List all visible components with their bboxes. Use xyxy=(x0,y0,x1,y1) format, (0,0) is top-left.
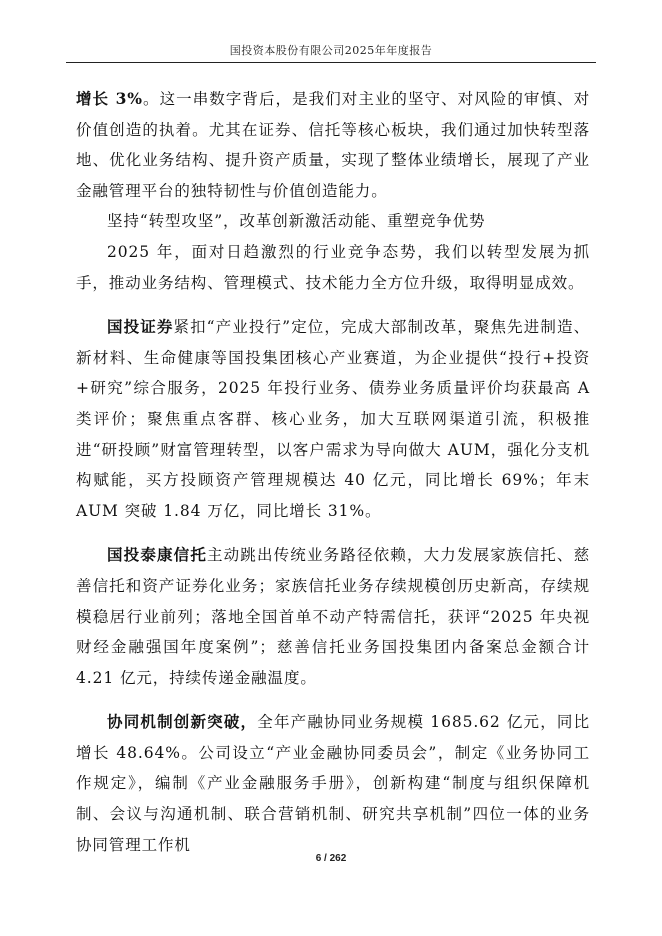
header-divider xyxy=(66,62,596,63)
paragraph-text: 全年产融协同业务规模 1685.62 亿元，同比增长 48.64%。公司设立“产业金融协同委员会”，制定《业务协同工作规定》，编制《产业金融服务手册》，创新构建“制度与组织保障机制、会议与沟通机制、联合营销机制、研究共享机制”四位一体的业务协同管理工作机 xyxy=(76,713,590,854)
paragraph-intro: 2025 年，面对日趋激烈的行业竞争态势，我们以转型发展为抓手，推动业务结构、管理模式、技术能力全方位升级，取得明显成效。 xyxy=(76,242,590,292)
bold-lead: 协同机制创新突破， xyxy=(107,712,258,732)
bold-lead: 增长 3% xyxy=(76,89,143,108)
paragraph-performance xyxy=(76,84,590,206)
paragraph-text: 紧扣“产业投行”定位，完成大部制改革，聚焦先进制造、新材料、生命健康等国投集团核心产业赛道，为企业提供“投行+投资+研究”综合服务，2025 年投行业务、债券业务质量评价均获最高 A 类评价；聚焦重点客群、核心业务，加大互联网渠道引流，积极推进“研投顾”财富管理转型，以客户需求为导向做大 AUM，强化分支机构赋能，买方投顾资产管理规模达 40 亿元，同比增长 69%；年末 AUM 突破 1.84 万亿，同比增长 31%。 xyxy=(76,318,590,520)
paragraph-trust xyxy=(76,540,590,693)
document-body xyxy=(76,84,590,860)
bold-lead: 国投证券 xyxy=(107,317,174,337)
paragraph-synergy xyxy=(76,707,590,860)
paragraph-securities xyxy=(76,312,590,526)
paragraph-text: 。这一串数字背后，是我们对主业的坚守、对风险的审慎、对价值创造的执着。尤其在证券、信托等核心板块，我们通过加快转型落地、优化业务结构、提升资产质量，实现了整体业绩增长，展现了产业金融管理平台的独特韧性与价值创造能力。 xyxy=(76,90,590,200)
section-heading: 坚持“转型攻坚”，改革创新激活动能、重塑竞争优势 xyxy=(107,212,486,231)
page-number: 6 / 262 xyxy=(315,853,347,864)
report-header: 国投资本股份有限公司2025年年度报告 xyxy=(229,44,433,57)
paragraph-text: 主动跳出传统业务路径依赖，大力发展家族信托、慈善信托和资产证券化业务；家族信托业务存续规模创历史新高，存续规模稳居行业前列；落地全国首单不动产特需信托，获评“2025 年央视财经金融强国年度案例”；慈善信托业务国投集团内备案总金额合计 4.21 亿元，持续传递金融温度。 xyxy=(76,546,590,687)
bold-lead: 国投泰康信托 xyxy=(107,545,207,565)
